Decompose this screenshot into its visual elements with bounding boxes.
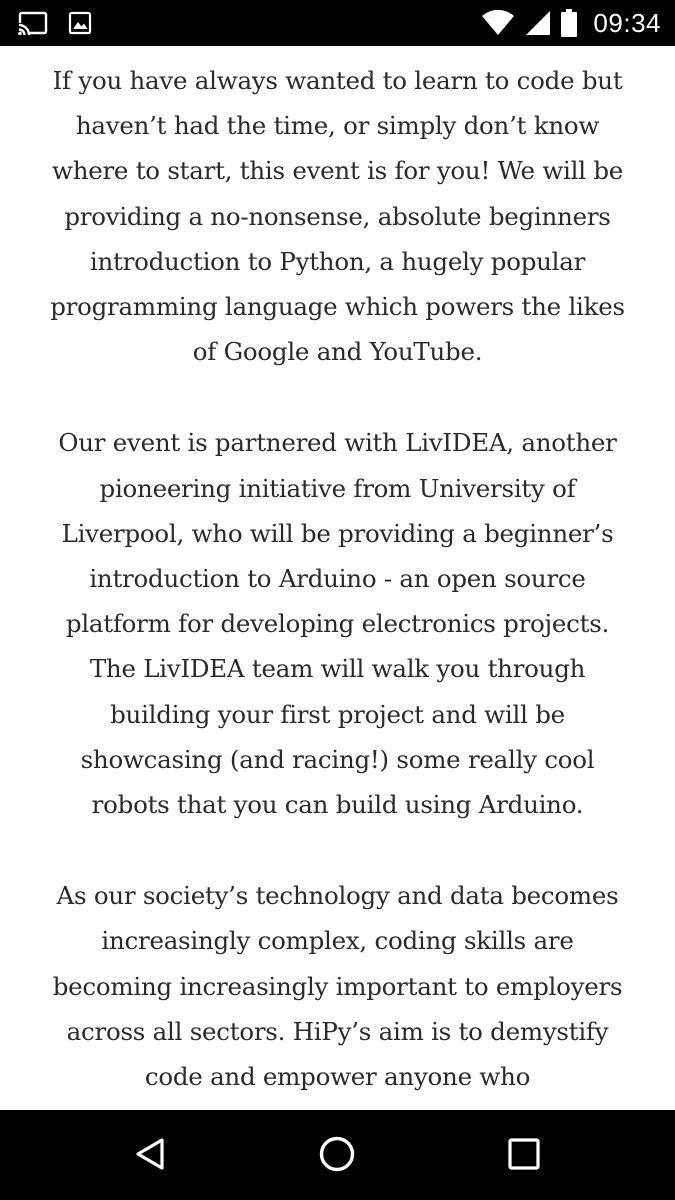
image-notification-icon [68, 11, 92, 35]
paragraph-partner: Our event is partnered with LivIDEA, another pioneering initiative from University of Liverpool, who will be providing a beginner’s introduction to Arduino - an open source platform for developing electronics projects. The LivIDEA team will walk you through building your first project and will be showcasing (and racing!) some really cool robots that you can build using Arduino. [58, 428, 617, 820]
paragraph-intro: If you have always wanted to learn to code but haven’t had the time, or simply don’t know where to start, this event is for you! We will be providing a no-nonsense, absolute beginners introduction to Python, a hugely popular programming language which powers the likes of Google and YouTube. [50, 66, 625, 367]
status-notifications [18, 10, 92, 36]
status-system [481, 8, 661, 38]
paragraph-aim: As our society’s technology and data becomes increasingly complex, coding skills are becoming increasingly important to employers across all sectors. HiPy’s aim is to demystify code and empower anyone who [52, 881, 623, 1092]
clock: 09:34 [593, 7, 661, 38]
recents-icon [507, 1137, 541, 1176]
cell-signal-icon [525, 10, 551, 36]
recents-button[interactable] [500, 1132, 548, 1180]
wifi-icon [481, 10, 515, 36]
battery-icon [561, 9, 577, 37]
status-bar [0, 0, 675, 46]
home-button[interactable] [313, 1132, 361, 1180]
article-content[interactable] [0, 46, 675, 1110]
back-button[interactable] [126, 1132, 174, 1180]
navigation-bar [0, 1110, 675, 1200]
home-icon [318, 1135, 356, 1178]
back-icon [133, 1136, 167, 1177]
cast-icon [18, 11, 48, 35]
